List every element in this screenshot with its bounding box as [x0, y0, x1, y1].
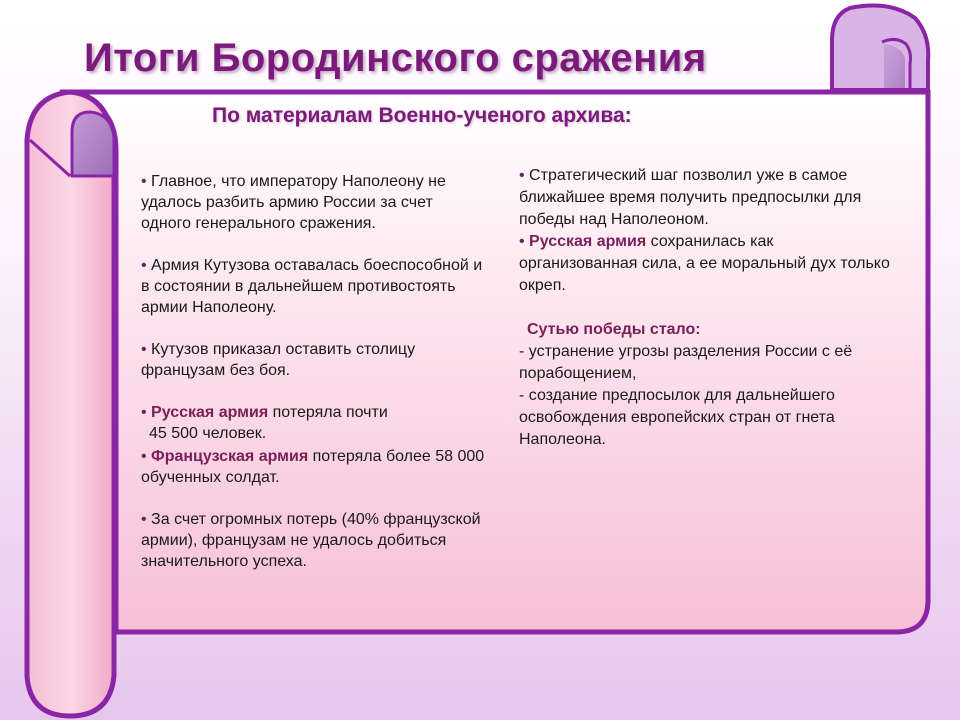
page-title: Итоги Бородинского сражения [84, 36, 707, 80]
left-item-1 [141, 171, 486, 234]
bullet: • [141, 257, 147, 274]
page-subtitle: По материалам Военно-ученого архива: [212, 104, 632, 127]
right-heading [519, 319, 894, 341]
right-column [519, 165, 894, 451]
bullet: • [141, 173, 147, 190]
left-roll-curl [72, 112, 114, 176]
left-item-4-cont [141, 423, 486, 444]
left-item-4 [141, 402, 486, 423]
item-accent: Русская армия [524, 233, 647, 250]
item-text: - устранение угрозы разделения России с её порабощением, [519, 343, 853, 382]
item-text: Армия Кутузова оставалась боеспособной и в состоянии в дальнейшем противостоять армии Наполеону. [141, 257, 483, 316]
left-roll [27, 92, 114, 716]
bullet: • [141, 448, 147, 465]
bullet: • [141, 341, 147, 358]
item-accent: Французская армия [146, 448, 309, 465]
right-item-1 [519, 165, 894, 231]
heading-text: Сутью победы стало: [527, 321, 701, 338]
left-item-2 [141, 255, 486, 318]
bullet: • [519, 167, 525, 184]
right-item-4 [519, 385, 894, 451]
left-item-3 [141, 339, 486, 381]
item-accent: Русская армия [146, 404, 269, 421]
right-item-3 [519, 341, 894, 385]
top-right-roll [832, 6, 928, 90]
item-text: 45 500 человек. [149, 425, 267, 442]
left-item-6 [141, 509, 486, 572]
bullet: • [141, 404, 147, 421]
item-text: Главное, что императору Наполеону не удалось разбить армию России за счет одного генерального сражения. [141, 173, 446, 232]
item-text: Кутузов приказал оставить столицу французам без боя. [141, 341, 416, 379]
left-item-5 [141, 446, 486, 488]
item-text: За счет огромных потерь (40% французской армии), французам не удалось добиться значительного успеха. [141, 511, 481, 570]
bullet: • [141, 511, 147, 528]
right-item-2 [519, 231, 894, 297]
item-text: - создание предпосылок для дальнейшего освобождения европейских стран от гнета Наполеона. [519, 387, 835, 448]
item-text: потеряла более 58 000 обученных солдат. [141, 448, 485, 486]
item-text: сохранилась как организованная сила, а ее моральный дух только окреп. [519, 233, 890, 294]
left-column [141, 171, 486, 572]
item-text: потеряла почти [268, 404, 388, 421]
bullet: • [519, 233, 525, 250]
item-text: Стратегический шаг позволил уже в самое ближайшее время получить предпосылки для победы над Наполеоном. [519, 167, 862, 228]
